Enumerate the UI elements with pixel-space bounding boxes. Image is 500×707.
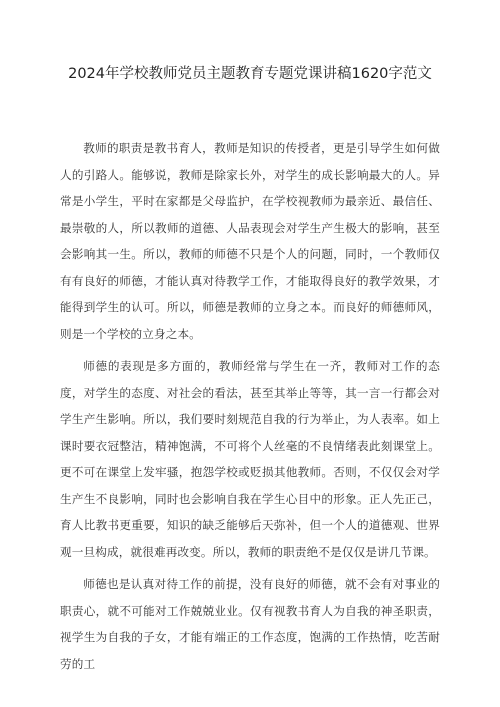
document-title: 2024年学校教师党员主题教育专题党课讲稿1620字范文 [68, 66, 432, 82]
paragraph-2: 师德的表现是多方面的，教师经常与学生在一齐，教师对工作的态度，对学生的态度、对社会的看法，甚至其举止等等，其一言一行都会对学生产生影响。所以，我们要时刻规范自我的行为举止，为人表率。如上课时要衣冠整洁，精神饱满，不可将个人丝毫的不良情绪表此刻课堂上。更不可在课堂上发牢骚，抱怨学校或贬损其他教师。否则，不仅仅会对学生产生不良影响，同时也会影响自我在学生心目中的形象。正人先正己，育人比教书更重要，知识的缺乏能够后天弥补，但一个人的道德观、世界观一旦构成，就很难再改变。所以，教师的职责绝不是仅仅是讲几节课。 [60, 359, 440, 559]
paragraph-1: 教师的职责是教书育人，教师是知识的传授者，更是引导学生如何做人的引路人。能够说，教师是除家长外，对学生的成长影响最大的人。异常是小学生，平时在家都是父母监护，在学校视教师为最亲近、最信任、最崇敬的人，所以教师的道德、人品表现会对学生产生极大的影响，甚至会影响其一生。所以，教师的师德不只是个人的问题，同时，一个教师仅有有良好的师德，才能认真对待教学工作，才能取得良好的教学效果，才能得到学生的认可。所以，师德是教师的立身之本。而良好的师德师风，则是一个学校的立身之本。 [60, 141, 440, 341]
document-body [60, 135, 440, 683]
paragraph-3: 师德也是认真对待工作的前提，没有良好的师德，就不会有对事业的职责心，就不可能对工作兢兢业业。仅有视教书育人为自我的神圣职责，视学生为自我的子女，才能有端正的工作态度，饱满的工作热情，吃苦耐劳的工 [60, 577, 440, 671]
